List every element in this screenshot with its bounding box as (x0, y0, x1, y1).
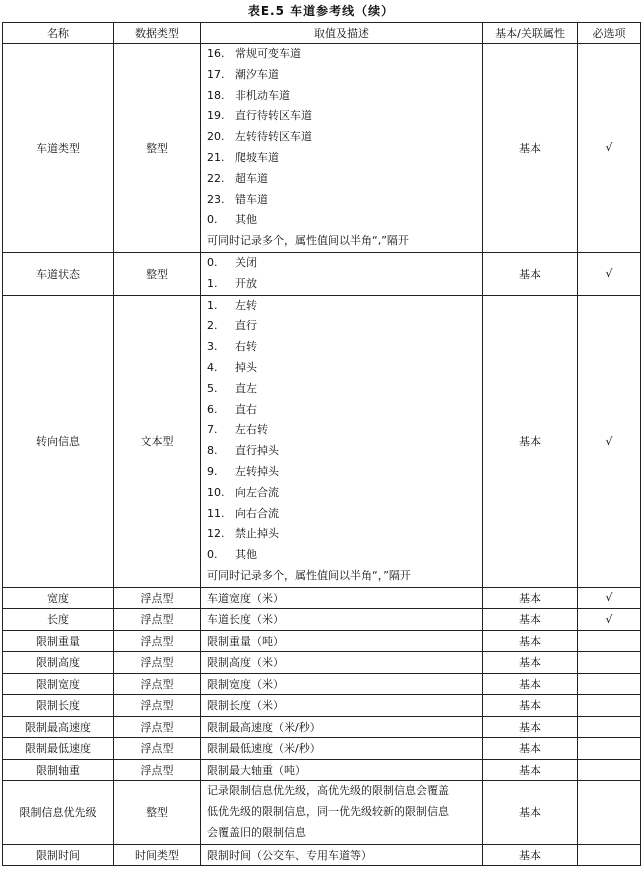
header-type: 数据类型 (114, 23, 201, 44)
item-text: 禁止掉头 (235, 527, 279, 541)
cell-attribute: 基本 (483, 252, 578, 295)
description-line (207, 441, 482, 462)
cell-attribute: 基本 (483, 630, 578, 652)
item-number: 12. (207, 527, 225, 541)
item-number: 20. (207, 130, 225, 144)
cell-name: 长度 (3, 609, 114, 631)
cell-description: 限制高度（米） (201, 652, 483, 674)
cell-required (578, 673, 641, 695)
description-line (207, 65, 482, 86)
cell-description: 限制宽度（米） (201, 673, 483, 695)
description-line (207, 781, 482, 802)
item-number: 1. (207, 298, 218, 312)
cell-name: 限制重量 (3, 630, 114, 652)
description-line (207, 86, 482, 107)
item-number: 0. (207, 255, 218, 269)
item-text: 错车道 (235, 192, 268, 206)
cell-required (578, 738, 641, 760)
item-text: 向右合流 (235, 506, 279, 520)
cell-name: 限制最低速度 (3, 738, 114, 760)
cell-attribute: 基本 (483, 673, 578, 695)
cell-description: 限制长度（米） (201, 695, 483, 717)
cell-type: 浮点型 (114, 673, 201, 695)
table-row (3, 759, 641, 781)
table-row (3, 252, 641, 295)
item-text: 直行掉头 (235, 444, 279, 458)
cell-attribute: 基本 (483, 738, 578, 760)
item-text: 右转 (235, 340, 257, 354)
cell-attribute: 基本 (483, 295, 578, 587)
cell-attribute: 基本 (483, 695, 578, 717)
item-number: 11. (207, 506, 225, 520)
table-row (3, 44, 641, 253)
cell-required (578, 781, 641, 844)
table-row (3, 781, 641, 844)
cell-type: 浮点型 (114, 738, 201, 760)
cell-attribute: 基本 (483, 44, 578, 253)
item-number: 3. (207, 340, 218, 354)
table-row (3, 609, 641, 631)
header-row (3, 23, 641, 44)
description-line (207, 400, 482, 421)
item-text: 其他 (235, 548, 257, 562)
item-text: 可同时记录多个，属性值间以半角“,”隔开 (207, 234, 409, 248)
description-line (207, 210, 482, 231)
header-required: 必选项 (578, 23, 641, 44)
table-body (3, 44, 641, 866)
cell-type: 整型 (114, 781, 201, 844)
cell-attribute: 基本 (483, 652, 578, 674)
cell-description: 车道宽度（米） (201, 587, 483, 609)
item-text: 向左合流 (235, 485, 279, 499)
item-number: 18. (207, 88, 225, 102)
description-line (207, 316, 482, 337)
item-text: 开放 (235, 276, 257, 290)
item-number: 23. (207, 192, 225, 206)
table-row (3, 844, 641, 866)
cell-required: √ (578, 44, 641, 253)
table-row (3, 716, 641, 738)
cell-name: 限制信息优先级 (3, 781, 114, 844)
description-line (207, 169, 482, 190)
cell-type: 浮点型 (114, 716, 201, 738)
item-number: 22. (207, 171, 225, 185)
cell-type: 浮点型 (114, 759, 201, 781)
table-row (3, 738, 641, 760)
description-line (207, 524, 482, 545)
item-text: 左右转 (235, 423, 268, 437)
item-text: 直行待转区车道 (235, 109, 312, 123)
item-number: 5. (207, 381, 218, 395)
description-line (207, 358, 482, 379)
description-line (207, 337, 482, 358)
description-line (207, 823, 482, 844)
cell-required: √ (578, 609, 641, 631)
cell-description: 限制最低速度（米/秒） (201, 738, 483, 760)
item-number: 16. (207, 47, 225, 60)
item-text: 超车道 (235, 171, 268, 185)
item-text: 关闭 (235, 255, 257, 269)
cell-type: 浮点型 (114, 652, 201, 674)
cell-name: 车道类型 (3, 44, 114, 253)
item-number: 10. (207, 485, 225, 499)
description-line (207, 253, 482, 274)
item-number: 9. (207, 464, 218, 478)
description-line (207, 483, 482, 504)
item-text: 可同时记录多个，属性值间以半角“，”隔开 (207, 568, 411, 582)
cell-required: √ (578, 587, 641, 609)
cell-type: 浮点型 (114, 630, 201, 652)
cell-attribute: 基本 (483, 759, 578, 781)
table-row (3, 295, 641, 587)
cell-required: √ (578, 252, 641, 295)
cell-name: 限制最高速度 (3, 716, 114, 738)
item-text: 记录限制信息优先级，高优先级的限制信息会覆盖 (207, 784, 449, 798)
cell-description (201, 781, 483, 844)
item-text: 直右 (235, 402, 257, 416)
item-number: 19. (207, 109, 225, 123)
cell-description (201, 252, 483, 295)
item-text: 会覆盖旧的限制信息 (207, 825, 306, 839)
cell-required (578, 844, 641, 866)
header-attribute: 基本/关联属性 (483, 23, 578, 44)
table-row (3, 587, 641, 609)
item-number: 0. (207, 548, 218, 562)
item-text: 直左 (235, 381, 257, 395)
item-text: 非机动车道 (235, 88, 290, 102)
item-text: 爬坡车道 (235, 150, 279, 164)
cell-name: 车道状态 (3, 252, 114, 295)
cell-required (578, 759, 641, 781)
item-number: 0. (207, 213, 218, 227)
description-line (207, 545, 482, 566)
item-text: 左转掉头 (235, 464, 279, 478)
cell-type: 浮点型 (114, 587, 201, 609)
cell-name: 限制宽度 (3, 673, 114, 695)
item-number: 21. (207, 150, 225, 164)
item-text: 潮汐车道 (235, 67, 279, 81)
item-text: 常规可变车道 (235, 47, 301, 60)
description-line (207, 296, 482, 317)
table-title: 表E.5 车道参考线（续） (247, 4, 395, 18)
item-text: 左转待转区车道 (235, 130, 312, 144)
item-text: 低优先级的限制信息，同一优先级较新的限制信息 (207, 805, 449, 819)
table-row (3, 652, 641, 674)
description-line (207, 420, 482, 441)
description-line (207, 566, 482, 587)
description-line (207, 462, 482, 483)
item-text: 直行 (235, 319, 257, 333)
cell-attribute: 基本 (483, 609, 578, 631)
item-text: 左转 (235, 298, 257, 312)
cell-type: 整型 (114, 252, 201, 295)
cell-name: 宽度 (3, 587, 114, 609)
description-line (207, 148, 482, 169)
lane-reference-table (2, 22, 641, 866)
cell-type: 浮点型 (114, 695, 201, 717)
cell-required (578, 630, 641, 652)
item-number: 6. (207, 402, 218, 416)
description-line (207, 44, 482, 65)
cell-required (578, 716, 641, 738)
table-row (3, 695, 641, 717)
cell-attribute: 基本 (483, 587, 578, 609)
cell-attribute: 基本 (483, 781, 578, 844)
header-description: 取值及描述 (201, 23, 483, 44)
cell-description (201, 295, 483, 587)
description-line (207, 504, 482, 525)
table-row (3, 630, 641, 652)
description-line (207, 190, 482, 211)
cell-description: 限制最高速度（米/秒） (201, 716, 483, 738)
header-name: 名称 (3, 23, 114, 44)
cell-type: 整型 (114, 44, 201, 253)
item-number: 7. (207, 423, 218, 437)
cell-name: 限制时间 (3, 844, 114, 866)
cell-type: 浮点型 (114, 609, 201, 631)
item-text: 掉头 (235, 360, 257, 374)
description-line (207, 379, 482, 400)
cell-name: 限制轴重 (3, 759, 114, 781)
description-line (207, 802, 482, 823)
item-number: 1. (207, 276, 218, 290)
cell-description (201, 44, 483, 253)
cell-description: 限制最大轴重（吨） (201, 759, 483, 781)
description-line (207, 231, 482, 252)
description-line (207, 127, 482, 148)
cell-required (578, 695, 641, 717)
cell-name: 限制高度 (3, 652, 114, 674)
item-text: 其他 (235, 213, 257, 227)
cell-attribute: 基本 (483, 844, 578, 866)
cell-type: 时间类型 (114, 844, 201, 866)
description-line (207, 106, 482, 127)
cell-name: 限制长度 (3, 695, 114, 717)
item-number: 4. (207, 360, 218, 374)
table-row (3, 673, 641, 695)
cell-required: √ (578, 295, 641, 587)
item-number: 8. (207, 444, 218, 458)
description-line (207, 274, 482, 295)
cell-type: 文本型 (114, 295, 201, 587)
cell-description: 限制重量（吨） (201, 630, 483, 652)
cell-description: 车道长度（米） (201, 609, 483, 631)
item-number: 17. (207, 67, 225, 81)
cell-description: 限制时间（公交车、专用车道等） (201, 844, 483, 866)
item-number: 2. (207, 319, 218, 333)
cell-attribute: 基本 (483, 716, 578, 738)
cell-required (578, 652, 641, 674)
cell-name: 转向信息 (3, 295, 114, 587)
